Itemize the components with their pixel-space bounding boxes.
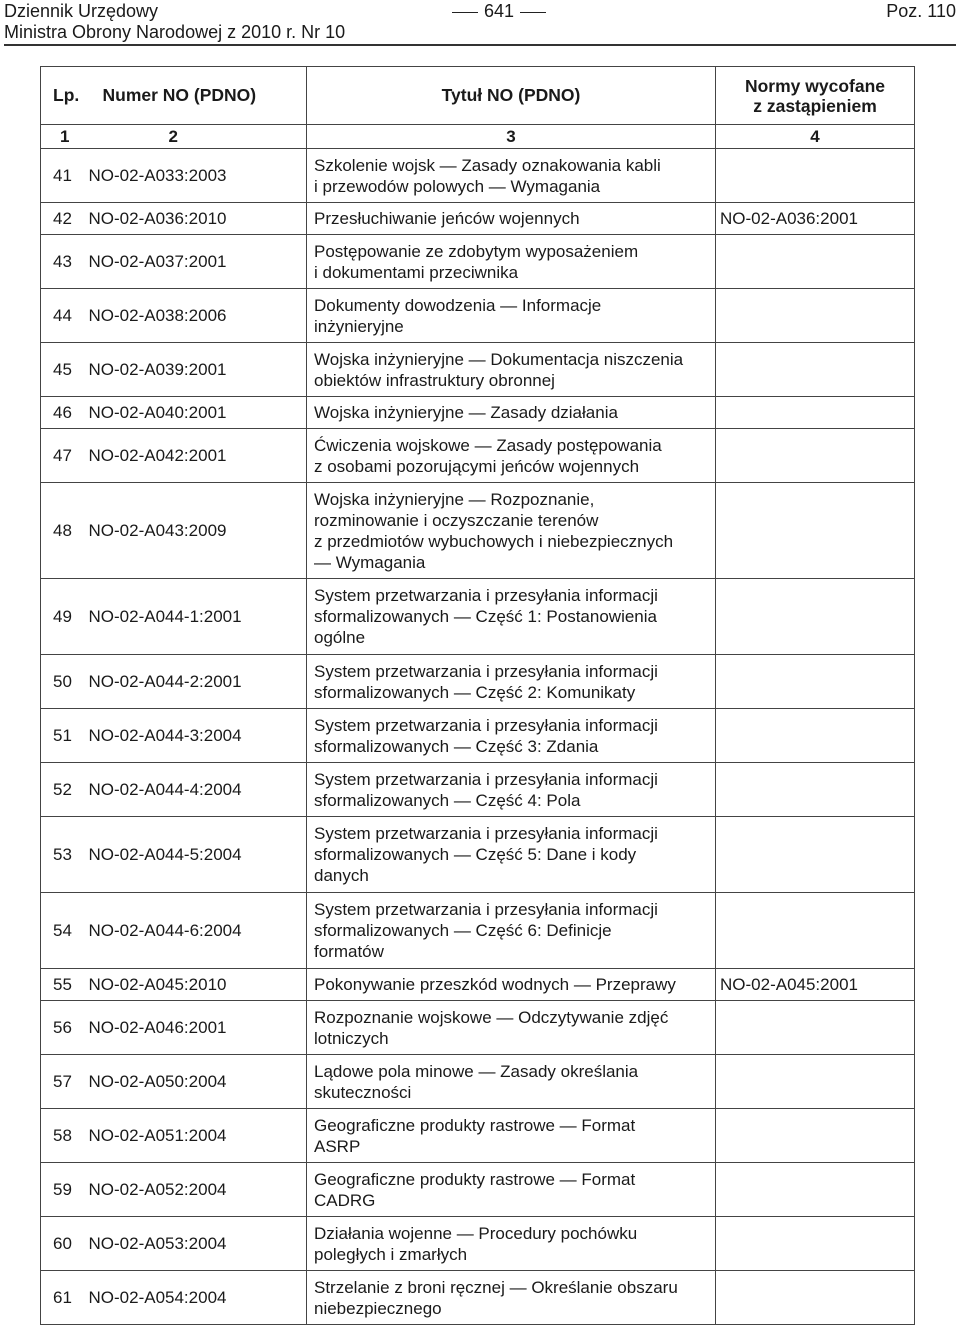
row-title: System przetwarzania i przesyłania informacji sformalizowanych — Część 3: Zdania bbox=[307, 709, 716, 763]
row-lp: 48 bbox=[41, 483, 89, 579]
row-replaced bbox=[716, 1163, 915, 1217]
row-number: NO-02-A052:2004 bbox=[89, 1163, 307, 1217]
row-number: NO-02-A044-6:2004 bbox=[89, 893, 307, 969]
row-title: Rozpoznanie wojskowe — Odczytywanie zdjęć lotniczych bbox=[307, 1001, 716, 1055]
row-replaced bbox=[716, 763, 915, 817]
row-title: System przetwarzania i przesyłania informacji sformalizowanych — Część 5: Dane i kody danych bbox=[307, 817, 716, 893]
table-header-row bbox=[41, 67, 915, 125]
row-lp: 57 bbox=[41, 1055, 89, 1109]
row-title: Geograficzne produkty rastrowe — Format CADRG bbox=[307, 1163, 716, 1217]
row-lp: 49 bbox=[41, 579, 89, 655]
table-row bbox=[41, 235, 915, 289]
column-number: 2 bbox=[89, 125, 307, 149]
column-number: 4 bbox=[716, 125, 915, 149]
table-row bbox=[41, 397, 915, 429]
table-row bbox=[41, 1163, 915, 1217]
table-row bbox=[41, 763, 915, 817]
row-title: Przesłuchiwanie jeńców wojennych bbox=[307, 203, 716, 235]
page-number: 641 bbox=[446, 1, 552, 22]
row-title: Działania wojenne — Procedury pochówku poległych i zmarłych bbox=[307, 1217, 716, 1271]
row-number: NO-02-A051:2004 bbox=[89, 1109, 307, 1163]
table-row bbox=[41, 817, 915, 893]
row-lp: 56 bbox=[41, 1001, 89, 1055]
row-replaced bbox=[716, 1001, 915, 1055]
row-number: NO-02-A044-5:2004 bbox=[89, 817, 307, 893]
row-lp: 53 bbox=[41, 817, 89, 893]
row-replaced bbox=[716, 709, 915, 763]
row-lp: 41 bbox=[41, 149, 89, 203]
row-number: NO-02-A040:2001 bbox=[89, 397, 307, 429]
row-title: Szkolenie wojsk — Zasady oznakowania kabli i przewodów polowych — Wymagania bbox=[307, 149, 716, 203]
row-title: Ćwiczenia wojskowe — Zasady postępowania z osobami pozorującymi jeńców wojennych bbox=[307, 429, 716, 483]
row-lp: 43 bbox=[41, 235, 89, 289]
table-body bbox=[41, 149, 915, 1325]
row-lp: 55 bbox=[41, 969, 89, 1001]
row-replaced: NO-02-A036:2001 bbox=[716, 203, 915, 235]
row-lp: 61 bbox=[41, 1271, 89, 1325]
table-row bbox=[41, 655, 915, 709]
row-number: NO-02-A039:2001 bbox=[89, 343, 307, 397]
table-row bbox=[41, 1055, 915, 1109]
row-replaced bbox=[716, 429, 915, 483]
table-row bbox=[41, 893, 915, 969]
column-header-replaced: Normy wycofane z zastąpieniem bbox=[716, 67, 915, 125]
row-replaced bbox=[716, 397, 915, 429]
row-replaced bbox=[716, 655, 915, 709]
row-lp: 45 bbox=[41, 343, 89, 397]
row-title: System przetwarzania i przesyłania informacji sformalizowanych — Część 4: Pola bbox=[307, 763, 716, 817]
table-row bbox=[41, 343, 915, 397]
row-number: NO-02-A044-2:2001 bbox=[89, 655, 307, 709]
row-title: Pokonywanie przeszkód wodnych — Przeprawy bbox=[307, 969, 716, 1001]
row-lp: 58 bbox=[41, 1109, 89, 1163]
row-title: System przetwarzania i przesyłania informacji sformalizowanych — Część 6: Definicje formatów bbox=[307, 893, 716, 969]
row-title: Wojska inżynieryjne — Rozpoznanie, rozminowanie i oczyszczanie terenów z przedmiotów wybuchowych i niebezpiecznych — Wymagania bbox=[307, 483, 716, 579]
row-number: NO-02-A036:2010 bbox=[89, 203, 307, 235]
row-lp: 46 bbox=[41, 397, 89, 429]
row-lp: 59 bbox=[41, 1163, 89, 1217]
journal-title: Dziennik Urzędowy bbox=[4, 1, 159, 21]
row-replaced bbox=[716, 1055, 915, 1109]
row-number: NO-02-A033:2003 bbox=[89, 149, 307, 203]
row-title: Strzelanie z broni ręcznej — Określanie obszaru niebezpiecznego bbox=[307, 1271, 716, 1325]
row-number: NO-02-A045:2010 bbox=[89, 969, 307, 1001]
row-number: NO-02-A046:2001 bbox=[89, 1001, 307, 1055]
row-number: NO-02-A054:2004 bbox=[89, 1271, 307, 1325]
row-number: NO-02-A044-4:2004 bbox=[89, 763, 307, 817]
table-row bbox=[41, 203, 915, 235]
row-title: Lądowe pola minowe — Zasady określania skuteczności bbox=[307, 1055, 716, 1109]
table-row bbox=[41, 579, 915, 655]
table-row bbox=[41, 1271, 915, 1325]
column-number: 3 bbox=[307, 125, 716, 149]
row-title: System przetwarzania i przesyłania informacji sformalizowanych — Część 1: Postanowienia ogólne bbox=[307, 579, 716, 655]
row-lp: 44 bbox=[41, 289, 89, 343]
position-number: Poz. 110 bbox=[886, 1, 956, 21]
table-row bbox=[41, 1109, 915, 1163]
table-row bbox=[41, 1001, 915, 1055]
table-row bbox=[41, 709, 915, 763]
column-header-lp: Lp. bbox=[41, 67, 89, 125]
table-row bbox=[41, 149, 915, 203]
row-title: System przetwarzania i przesyłania informacji sformalizowanych — Część 2: Komunikaty bbox=[307, 655, 716, 709]
column-number: 1 bbox=[41, 125, 89, 149]
table-row bbox=[41, 969, 915, 1001]
row-replaced bbox=[716, 893, 915, 969]
row-number: NO-02-A042:2001 bbox=[89, 429, 307, 483]
row-replaced: NO-02-A045:2001 bbox=[716, 969, 915, 1001]
row-replaced bbox=[716, 1271, 915, 1325]
standards-table bbox=[40, 66, 915, 1325]
table-row bbox=[41, 1217, 915, 1271]
row-lp: 50 bbox=[41, 655, 89, 709]
row-replaced bbox=[716, 343, 915, 397]
row-title: Dokumenty dowodzenia — Informacje inżynieryjne bbox=[307, 289, 716, 343]
row-lp: 47 bbox=[41, 429, 89, 483]
page-header bbox=[4, 0, 956, 46]
row-title: Wojska inżynieryjne — Dokumentacja niszczenia obiektów infrastruktury obronnej bbox=[307, 343, 716, 397]
row-number: NO-02-A038:2006 bbox=[89, 289, 307, 343]
row-number: NO-02-A044-1:2001 bbox=[89, 579, 307, 655]
column-header-number: Numer NO (PDNO) bbox=[89, 67, 307, 125]
row-lp: 60 bbox=[41, 1217, 89, 1271]
row-number: NO-02-A037:2001 bbox=[89, 235, 307, 289]
column-header-title: Tytuł NO (PDNO) bbox=[307, 67, 716, 125]
row-replaced bbox=[716, 149, 915, 203]
row-lp: 51 bbox=[41, 709, 89, 763]
row-replaced bbox=[716, 579, 915, 655]
row-number: NO-02-A053:2004 bbox=[89, 1217, 307, 1271]
row-replaced bbox=[716, 289, 915, 343]
row-replaced bbox=[716, 1217, 915, 1271]
row-title: Geograficzne produkty rastrowe — Format ASRP bbox=[307, 1109, 716, 1163]
table-row bbox=[41, 289, 915, 343]
row-number: NO-02-A044-3:2004 bbox=[89, 709, 307, 763]
row-number: NO-02-A050:2004 bbox=[89, 1055, 307, 1109]
ministry-line: Ministra Obrony Narodowej z 2010 r. Nr 10 bbox=[4, 22, 346, 42]
row-title: Wojska inżynieryjne — Zasady działania bbox=[307, 397, 716, 429]
table-row bbox=[41, 429, 915, 483]
row-lp: 42 bbox=[41, 203, 89, 235]
row-title: Postępowanie ze zdobytym wyposażeniem i dokumentami przeciwnika bbox=[307, 235, 716, 289]
row-replaced bbox=[716, 1109, 915, 1163]
row-replaced bbox=[716, 817, 915, 893]
table-row bbox=[41, 483, 915, 579]
column-number-row bbox=[41, 125, 915, 149]
row-replaced bbox=[716, 483, 915, 579]
row-replaced bbox=[716, 235, 915, 289]
row-lp: 54 bbox=[41, 893, 89, 969]
row-lp: 52 bbox=[41, 763, 89, 817]
row-number: NO-02-A043:2009 bbox=[89, 483, 307, 579]
